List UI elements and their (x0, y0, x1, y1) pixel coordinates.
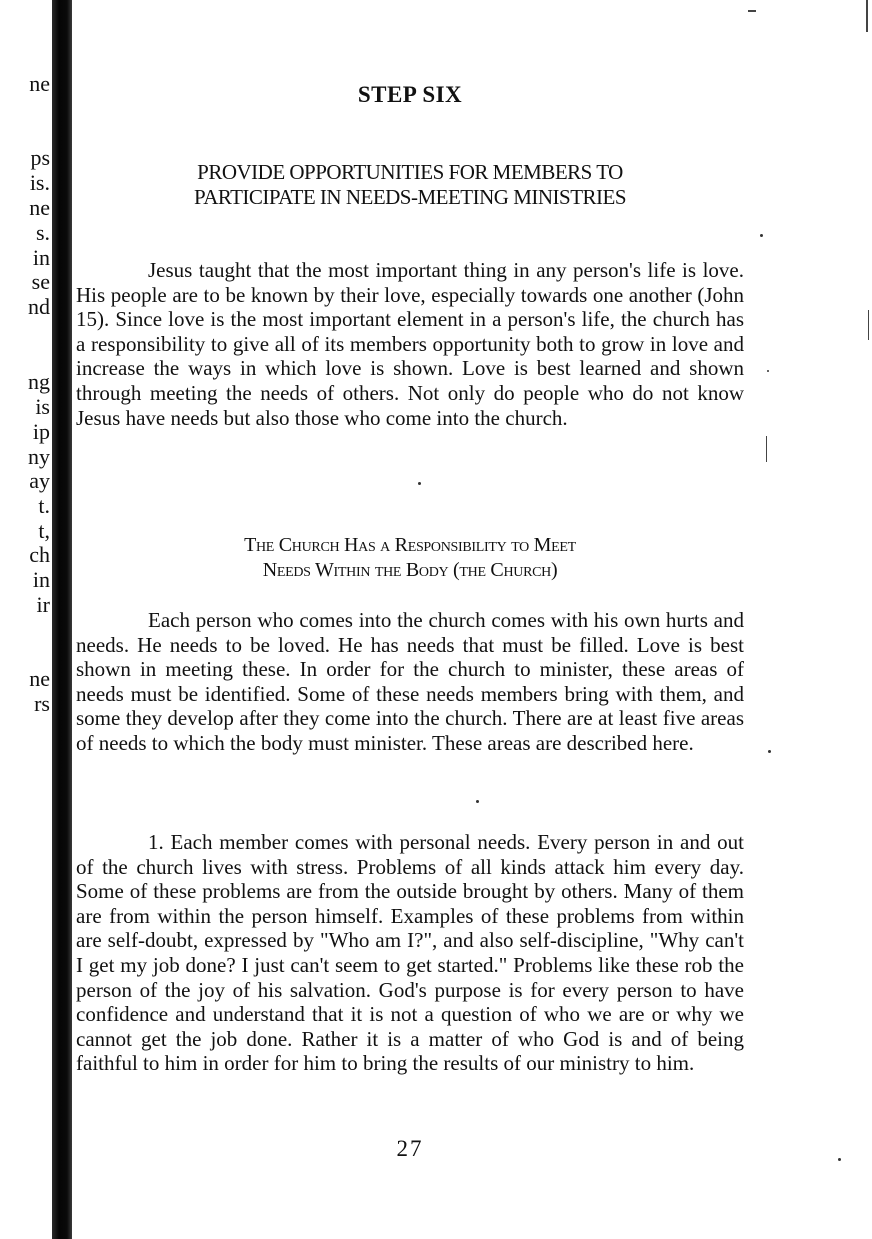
scan-speck (476, 800, 479, 803)
fragment: ne (29, 195, 50, 220)
paragraph-personal-needs: 1. Each member comes with personal needs. Every person in and out of the church lives with stress. Problems of all kinds attack him every day. Some of these problems are from the outside brought by others. Many of them are from within the person himself. Examples of these problems from within are self-doubt, expressed by "Who am I?", and also self-discipline, "Why can't I get my job done? I just can't seem to get started." Problems like these rob the person of the joy of his salvation. God's purpose is for every person to have confidence and understand that it is not a question of who we are or why we cannot get the job done. Rather it is a matter of who God is and of being faithful to him in order for him to bring the results of our ministry to him. (76, 830, 744, 1076)
scan-speck (768, 750, 771, 753)
fragment: ps (30, 145, 50, 170)
subsection-heading-line: Needs Within the Body (the Church) (262, 559, 558, 581)
fragment: ne (29, 666, 50, 691)
fragment: t. (38, 493, 50, 518)
fragment: nd (28, 294, 50, 319)
scan-speck (418, 482, 421, 485)
fragment: in (32, 245, 50, 270)
fragment: s. (35, 220, 50, 245)
scan-speck (760, 234, 763, 237)
step-title: STEP SIX (357, 82, 463, 107)
fragment: ne (29, 71, 50, 96)
scan-mark (866, 0, 868, 32)
subsection-heading-line: The Church Has a Responsibility to Meet (244, 534, 576, 556)
fragment: in (32, 567, 50, 592)
section-heading-line: PROVIDE OPPORTUNITIES FOR MEMBERS TO (197, 160, 623, 184)
scan-mark (766, 436, 767, 462)
fragment: is (35, 394, 50, 419)
fragment: ny (28, 444, 50, 469)
paragraph-needs: Each person who comes into the church comes with his own hurts and needs. He needs to be loved. He has needs that must be filled. Love is best shown in meeting these. In order for the church to minister, these areas of needs must be identified. Some of these needs members bring with them, and some they develop after they come into the church. There are at least five areas of needs to which the body must minister. These areas are described here. (76, 608, 744, 755)
fragment: rs (34, 691, 50, 716)
fragment: ng (28, 369, 50, 394)
fragment: ir (36, 592, 50, 617)
scan-speck (838, 1158, 841, 1161)
section-heading (76, 160, 744, 210)
fragment: ch (29, 542, 50, 567)
book-binding-shadow (52, 0, 72, 1239)
scan-mark (748, 10, 756, 12)
fragment: t, (38, 518, 50, 543)
fragment: ip (32, 419, 50, 444)
section-heading-line: PARTICIPATE IN NEEDS-MEETING MINISTRIES (193, 185, 627, 209)
scan-mark (868, 310, 869, 340)
scan-speck (767, 370, 769, 372)
fragment: is. (29, 170, 50, 195)
page-number: 27 (396, 1136, 424, 1161)
fragment: se (31, 269, 50, 294)
fragment: ay (29, 468, 50, 493)
paragraph-intro: Jesus taught that the most important thing in any person's life is love. His people are to be known by their love, especially towards one another (John 15). Since love is the most important element in a person's life, the church has a responsibility to give all of its members opportunity both to grow in love and increase the ways in which love is shown. Love is best learned and shown through meeting the needs of others. Not only do people who do not know Jesus have needs but also those who come into the church. (76, 258, 744, 430)
subsection-heading (76, 533, 744, 583)
adjacent-page-fragments (0, 0, 50, 1239)
